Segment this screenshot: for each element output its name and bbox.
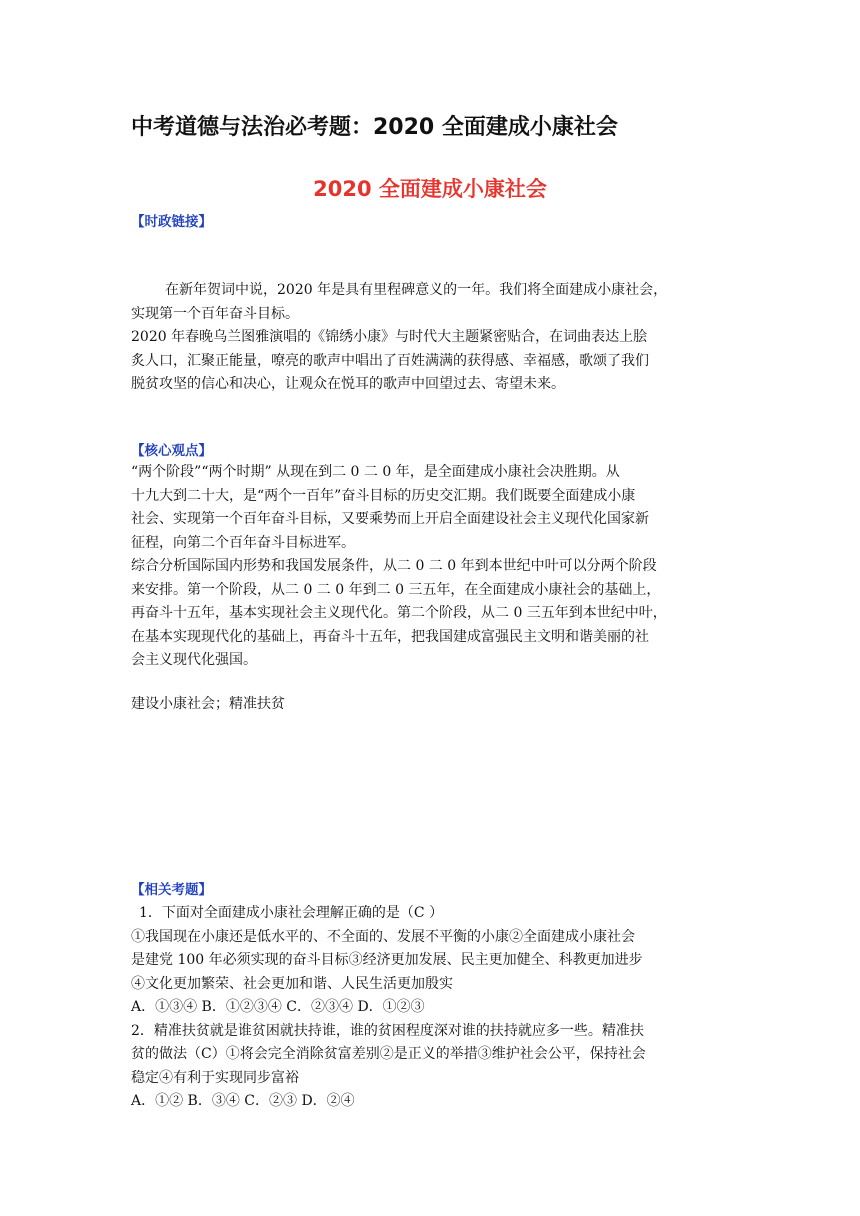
paragraph-line: 实现第一个百年奋斗目标。	[131, 305, 299, 322]
question-line: 稳定④有利于实现同步富裕	[131, 1069, 299, 1086]
paragraph-line: 综合分析国际国内形势和我国发展条件，从二 0 二 0 年到本世纪中叶可以分两个阶段	[131, 558, 657, 574]
question-line: 2．精准扶贫就是谁贫困就扶持谁，谁的贫困程度深对谁的扶持就应多一些。精准扶	[131, 1022, 644, 1039]
answer-options: A．①② B．③④ C．②③ D．②④	[131, 1093, 355, 1109]
paragraph-line: 再奋斗十五年，基本实现社会主义现代化。第二个阶段，从二 0 三五年到本世纪中叶，	[131, 605, 667, 621]
paragraph-line: 在新年贺词中说，2020 年是具有里程碑意义的一年。我们将全面建成小康社会，	[165, 282, 668, 298]
question-line: 1．下面对全面建成小康社会理解正确的是（C ）	[139, 905, 444, 921]
question-line: ④文化更加繁荣、社会更加和谐、人民生活更加殷实	[131, 975, 453, 992]
page-title: 中考道德与法治必考题：2020 全面建成小康社会	[131, 115, 618, 140]
news-link-body	[131, 279, 731, 397]
core-view-body	[131, 461, 731, 673]
paragraph-line: 炙人口，汇聚正能量，嘹亮的歌声中唱出了百姓满满的获得感、幸福感，歌颂了我们	[131, 352, 649, 369]
related-questions-body	[131, 902, 731, 1114]
section-heading-news-link: 【时政链接】	[131, 214, 212, 230]
paragraph-line: 来安排。第一个阶段，从二 0 二 0 年到二 0 三五年，在全面建成小康社会的基础上，	[131, 581, 661, 598]
question-line: ①我国现在小康还是低水平的、不全面的、发展不平衡的小康②全面建成小康社会	[131, 928, 635, 945]
page-subtitle: 2020 全面建成小康社会	[313, 177, 547, 201]
paragraph-line: 在基本实现现代化的基础上，再奋斗十五年，把我国建成富强民主文明和谐美丽的社	[131, 628, 649, 645]
paragraph-line: 脱贫攻坚的信心和决心，让观众在悦耳的歌声中回望过去、寄望未来。	[131, 376, 565, 392]
section-heading-core-view: 【核心观点】	[131, 443, 212, 459]
question-line: 贫的做法（C）①将会完全消除贫富差别②是正义的举措③维护社会公平，保持社会	[131, 1046, 646, 1062]
paragraph-line: 十九大到二十大，是“两个一百年”奋斗目标的历史交汇期。我们既要全面建成小康	[131, 487, 636, 504]
paragraph-line: 征程，向第二个百年奋斗目标进军。	[131, 534, 355, 551]
paragraph-line: 会主义现代化强国。	[131, 652, 257, 668]
paragraph-line: “两个阶段”“两个时期” 从现在到二 0 二 0 年，是全面建成小康社会决胜期。从	[131, 464, 620, 480]
paragraph-line: 社会、实现第一个百年奋斗目标，又要乘势而上开启全面建设社会主义现代化国家新	[131, 511, 649, 527]
keywords-line: 建设小康社会；精准扶贫	[131, 696, 285, 712]
paragraph-line: 2020 年春晚乌兰图雅演唱的《锦绣小康》与时代大主题紧密贴合，在词曲表达上脍	[131, 329, 648, 345]
section-heading-related-questions: 【相关考题】	[131, 882, 212, 898]
answer-options: A．①③④ B．①②③④ C．②③④ D．①②③	[131, 999, 425, 1015]
question-line: 是建党 100 年必须实现的奋斗目标③经济更加发展、民主更加健全、科教更加进步	[131, 952, 643, 968]
